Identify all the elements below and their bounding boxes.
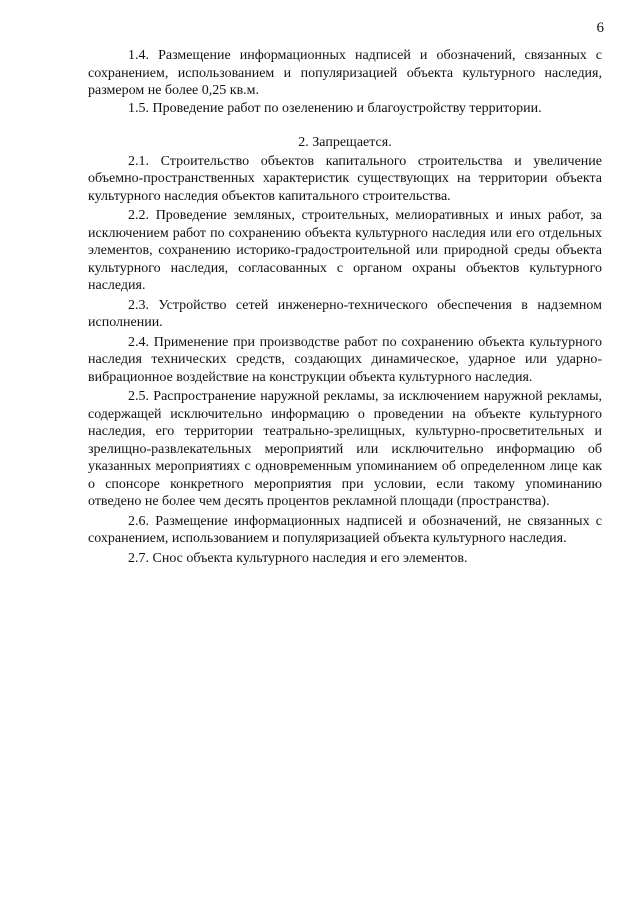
item-2-4 [88,334,602,387]
item-number: 2.7. [128,550,149,566]
item-text: Проведение земляных, строительных, мелиоративных и иных работ, за исключением работ по сохранению объекта культурного наследия или его отдельных элементов, сохранению историко-градостроительной или природной среды объекта культурного наследия, согласованных с органом охраны объектов культурного наследия. [88,208,602,293]
item-text: Устройство сетей инженерно-технического обеспечения в надземном исполнении. [88,297,603,330]
item-text: Снос объекта культурного наследия и его элементов. [152,550,468,566]
item-1-4 [88,47,602,100]
item-2-2 [88,207,602,295]
item-2-5 [88,388,602,511]
item-text: Размещение информационных надписей и обозначений, не связанных с сохранением, использованием и популяризацией объекта культурного наследия. [88,513,603,546]
item-number: 2.1. [128,153,149,169]
item-text: Распространение наружной рекламы, за исключением наружной рекламы, содержащей исключительно информацию о проведении на объекте культурного наследия, его территории театрально-зрелищных, культурно-просветительных и зрелищно-развлекательных мероприятий или исключительно информацию об указанных мероприятиях с одновременным упоминанием об определенном лице как о спонсоре конкретного мероприятия при условии, если такому упоминанию отведено не более чем десять процентов рекламной площади (пространства). [88,389,603,509]
section-2-heading: 2. Запрещается. [298,135,392,150]
item-text: Проведение работ по озеленению и благоустройству территории. [152,100,542,116]
item-number: 2.5. [128,389,149,404]
item-text: Размещение информационных надписей и обозначений, связанных с сохранением, использованием и популяризацией объекта культурного наследия, размером не более 0,25 кв.м. [88,48,603,98]
item-number: 2.4. [128,334,149,350]
item-2-7 [88,550,602,568]
item-number: 1.5. [128,100,149,116]
item-number: 2.6. [128,513,149,529]
page-number: 6 [596,20,604,36]
item-text: Строительство объектов капитального строительства и увеличение объемно-пространственных характеристик существующих на территории объекта культурного наследия объектов капитального строительства. [88,153,602,204]
item-number: 1.4. [128,48,149,63]
item-2-1 [88,153,602,206]
item-2-6 [88,513,602,548]
item-number: 2.2. [128,208,149,223]
item-2-3 [88,297,602,332]
item-1-5 [88,100,602,118]
item-text: Применение при производстве работ по сохранению объекта культурного наследия технических средств, создающих динамическое, ударное или ударно-вибрационное воздействие на конструкции объекта культурного наследия. [88,334,602,385]
item-number: 2.3. [128,297,149,313]
